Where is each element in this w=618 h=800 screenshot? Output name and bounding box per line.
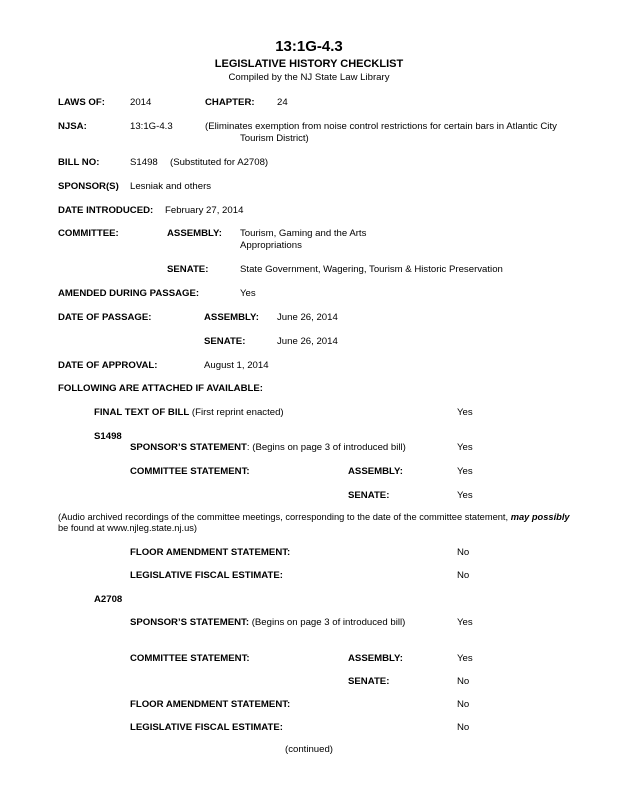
s1498-fiscal-value: No [457,570,470,581]
date-of-approval-value: August 1, 2014 [204,360,269,371]
s1498-committee-label: COMMITTEE STATEMENT: [130,466,250,477]
sponsor-value: Lesniak and others [130,181,212,192]
audio-note-text: (Audio archived recordings of the committee meetings, corresponding to the date of the committee statement, [58,512,511,522]
date-introduced-value: February 27, 2014 [165,205,244,216]
a2708-committee-label: COMMITTEE STATEMENT: [130,653,250,664]
committee-senate-value: State Government, Wagering, Tourism & Historic Preservation [240,264,503,275]
passage-assembly-label: ASSEMBLY: [204,312,259,323]
committee-assembly-value-2: Appropriations [240,240,302,251]
committee-senate-label: SENATE: [167,264,209,275]
document-subtitle: LEGISLATIVE HISTORY CHECKLIST [214,58,404,70]
final-text-note: (First reprint enacted) [189,407,284,418]
a2708-heading: A2708 [94,594,123,605]
njsa-description-cont: Tourism District) [240,133,309,144]
page-title: 13:1G-4.3 [275,38,343,55]
s1498-assembly-label: ASSEMBLY: [348,466,403,477]
sponsor-label: SPONSOR(S) [58,181,119,192]
committee-assembly-value: Tourism, Gaming and the Arts [240,228,367,239]
date-of-passage-label: DATE OF PASSAGE: [58,312,152,323]
amended-value: Yes [240,288,256,299]
s1498-floor-value: No [457,547,470,558]
a2708-assembly-label: ASSEMBLY: [348,653,403,664]
date-of-approval-label: DATE OF APPROVAL: [58,360,158,371]
s1498-sponsor-label: SPONSOR’S STATEMENT [130,442,247,453]
attachments-heading: FOLLOWING ARE ATTACHED IF AVAILABLE: [58,383,263,394]
chapter-label: CHAPTER: [205,97,255,108]
s1498-fiscal-label: LEGISLATIVE FISCAL ESTIMATE: [130,570,283,581]
amended-label: AMENDED DURING PASSAGE: [58,288,200,299]
audio-note-emphasis: may possibly [510,512,570,522]
final-text-value: Yes [457,407,473,418]
a2708-sponsor-label: SPONSOR’S STATEMENT: [130,617,250,628]
laws-of-label: LAWS OF: [58,97,105,108]
bill-no-value: S1498 [130,157,158,168]
a2708-assembly-value: Yes [457,653,473,664]
s1498-sponsor-value: Yes [457,442,473,453]
a2708-sponsor-row [130,617,405,629]
audio-note [58,512,570,523]
s1498-senate-label: SENATE: [348,490,390,501]
date-introduced-label: DATE INTRODUCED: [58,205,154,216]
final-text-label: FINAL TEXT OF BILL [94,407,190,418]
passage-senate-label: SENATE: [204,336,246,347]
passage-assembly-value: June 26, 2014 [277,312,338,323]
chapter-value: 24 [277,97,288,108]
a2708-sponsor-value: Yes [457,617,473,628]
s1498-floor-label: FLOOR AMENDMENT STATEMENT: [130,547,291,558]
njsa-value: 13:1G-4.3 [130,121,173,132]
continued-note: (continued) [285,744,333,755]
s1498-sponsor-row [130,442,406,454]
s1498-assembly-value: Yes [457,466,473,477]
committee-assembly-label: ASSEMBLY: [167,228,222,239]
a2708-floor-label: FLOOR AMENDMENT STATEMENT: [130,699,291,710]
a2708-senate-value: No [457,676,470,687]
bill-no-note: (Substituted for A2708) [170,157,269,168]
njsa-label: NJSA: [58,121,87,132]
s1498-sponsor-note: : (Begins on page 3 of introduced bill) [246,442,406,453]
njsa-description: (Eliminates exemption from noise control restrictions for certain bars in Atlantic City [205,121,557,132]
s1498-heading: S1498 [94,431,122,442]
s1498-senate-value: Yes [457,490,473,501]
a2708-senate-label: SENATE: [348,676,390,687]
a2708-fiscal-value: No [457,722,470,733]
bill-no-label: BILL NO: [58,157,100,168]
a2708-fiscal-label: LEGISLATIVE FISCAL ESTIMATE: [130,722,283,733]
a2708-sponsor-note: (Begins on page 3 of introduced bill) [249,617,406,628]
passage-senate-value: June 26, 2014 [277,336,338,347]
compiled-by: Compiled by the NJ State Law Library [228,72,390,83]
a2708-floor-value: No [457,699,470,710]
committee-label: COMMITTEE: [58,228,119,239]
laws-of-value: 2014 [130,97,152,108]
audio-note-line2: be found at www.njleg.state.nj.us) [58,523,198,533]
final-text-row [94,407,284,419]
